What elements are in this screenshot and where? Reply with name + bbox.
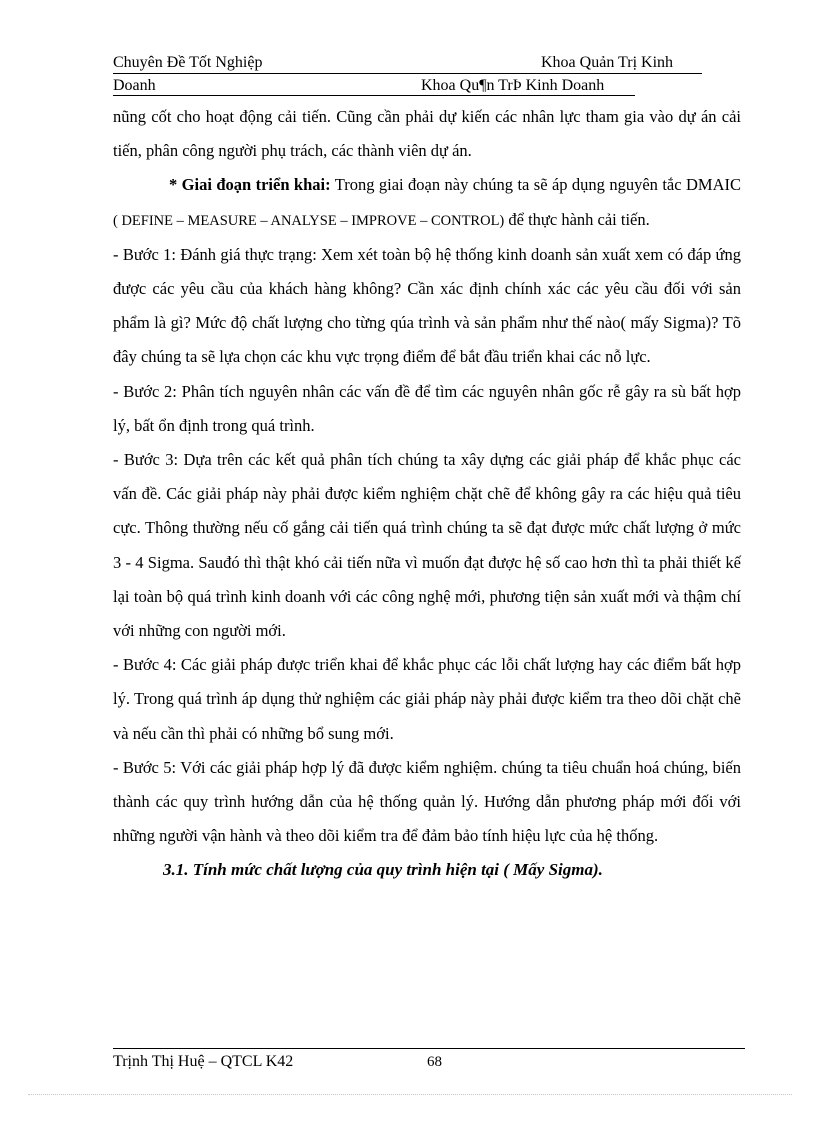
paragraph-step-2: - Bước 2: Phân tích nguyên nhân các vấn đề để tìm các nguyên nhân gốc rễ gây ra sù bất hợp lý, bất ổn định trong quá trình. bbox=[113, 381, 741, 435]
footer-author: Trịnh Thị Huệ – QTCL K42 bbox=[113, 1053, 294, 1070]
page-number: 68 bbox=[427, 1054, 442, 1070]
paragraph-step-3: - Bước 3: Dựa trên các kết quả phân tích chúng ta xây dựng các giải pháp để khắc phục các vấn đề. Các giải pháp này phải được kiểm nghiệm chặt chẽ để không gây ra các hiệu quả tiêu cực. Thông thường nếu cố gắng cải tiến quá trình chúng ta sẽ đạt được mức chất lượng ở mức 3 - 4 Sigma. Sauđó thì thật khó cải tiến nữa vì muốn đạt được hệ số cao hơn thì ta phải thiết kế lại toàn bộ quá trình kinh doanh với các công nghệ mới, phương tiện sản xuất mới và thậm chí với những con người mới. bbox=[113, 450, 741, 641]
paragraph-implementation bbox=[113, 168, 741, 237]
section-heading: 3.1. Tính mức chất lượng của quy trình hiện tại ( Mấy Sigma). bbox=[163, 860, 603, 880]
paragraph-step-5: - Bước 5: Với các giải pháp hợp lý đã được kiểm nghiệm. chúng ta tiêu chuẩn hoá chúng, biến thành các quy trình hướng dẫn của hệ thống quản lý. Hướng dẫn phương pháp mới đối với những người vận hành và theo dõi kiểm tra để đảm bảo tính hiệu lực của hệ thống. bbox=[113, 757, 741, 846]
paragraph-intro: nũng cốt cho hoạt động cải tiến. Cũng cần phải dự kiến các nhân lực tham gia vào dự án cải tiến, phân công người phụ trách, các thành viên dự án. bbox=[113, 107, 741, 161]
header-right-bottom: Khoa Qu¶n TrÞ Kinh Doanh bbox=[421, 77, 605, 94]
dmaic-acronym: ( DEFINE – MEASURE – ANALYSE – IMPROVE – CONTROL) bbox=[113, 212, 505, 229]
implementation-label: * Giai đoạn triển khai: bbox=[169, 175, 331, 195]
implementation-text: Trong giai đoạn này chúng ta sẽ áp dụng nguyên tắc DMAIC bbox=[330, 175, 741, 195]
header-underline-bottom bbox=[113, 95, 635, 96]
page-boundary bbox=[28, 1094, 792, 1095]
header-right-top: Khoa Quản Trị Kinh bbox=[541, 54, 674, 71]
paragraph-step-1: - Bước 1: Đánh giá thực trạng: Xem xét toàn bộ hệ thống kinh doanh sản xuất xem có đáp ứng được các yêu cầu của khách hàng không? Cần xác định chính xác các yêu cầu đối với sản phẩm là gì? Mức độ chất lượng cho từng qúa trình và sản phẩm như thế nào( mấy Sigma)? Tõ đây chúng ta sẽ lựa chọn các khu vực trọng điểm để bắt đầu triển khai các nỗ lực. bbox=[113, 244, 741, 367]
header-left-top: Chuyên Đề Tốt Nghiệp bbox=[113, 54, 263, 71]
document-body bbox=[113, 100, 741, 887]
implementation-text-end: để thực hành cải tiến. bbox=[504, 209, 650, 229]
footer-rule bbox=[113, 1048, 745, 1049]
header-left-bottom: Doanh bbox=[113, 77, 156, 94]
header-underline-top bbox=[113, 73, 702, 74]
paragraph-step-4: - Bước 4: Các giải pháp được triển khai để khắc phục các lỗi chất lượng hay các điểm bất hợp lý. Trong quá trình áp dụng thử nghiệm các giải pháp này phải được kiểm tra theo dõi chặt chẽ và nếu cần thì phải có những bổ sung mới. bbox=[113, 655, 741, 743]
